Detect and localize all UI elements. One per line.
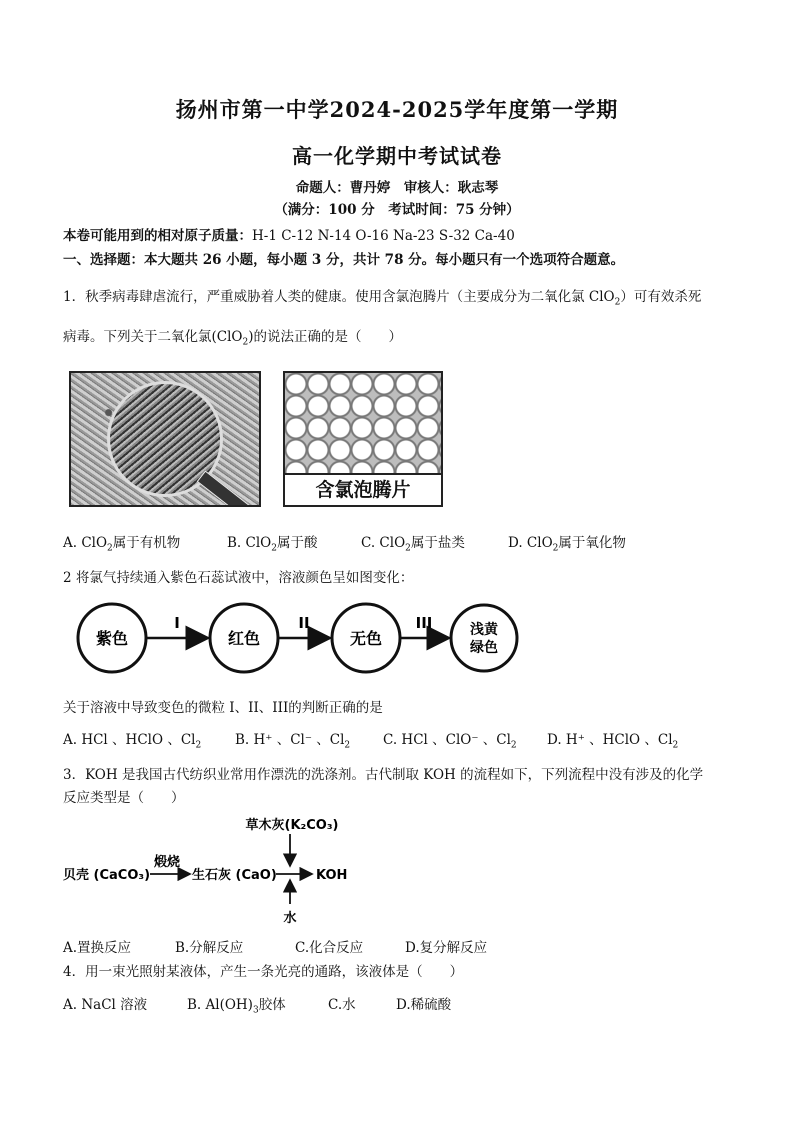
q4-option-a[interactable]: A. NaCl 溶液 xyxy=(63,997,148,1013)
step-2-label: II xyxy=(298,614,310,632)
q1-line1-text: 1．秋季病毒肆虐流行，严重威胁着人类的健康。使用含氯泡腾片（主要成分为二氧化氯 ClO xyxy=(63,289,615,305)
q3-option-c[interactable]: C.化合反应 xyxy=(295,940,364,956)
effervescent-tablet-image xyxy=(283,371,443,507)
node-yellowgreen-label-1: 浅黄 xyxy=(470,622,498,638)
flow-top-label: 草木灰(K₂CO₃) xyxy=(245,818,339,833)
q2-option-c[interactable]: C. HCl 、ClO⁻ 、$Cl_2$ xyxy=(383,732,517,751)
q4-option-d[interactable]: D.稀硫酸 xyxy=(396,997,452,1013)
page-title: 扬州市第一中学2024-2025学年度第一学期 xyxy=(175,97,619,122)
q1-option-d[interactable]: D. ClO$_2$属于氧化物 xyxy=(508,535,626,554)
q3-option-d[interactable]: D.复分解反应 xyxy=(405,940,488,956)
q2-question: 关于溶液中导致变色的微粒 I、II、III的判断正确的是 xyxy=(63,700,383,716)
section-heading: 一、选择题：本大题共 26 小题，每小题 3 分，共计 78 分。每小题只有一个选项符合题意。 xyxy=(63,252,625,268)
q4-stem: 4．用一束光照射某液体，产生一条光亮的通路，该液体是（ ） xyxy=(63,964,464,980)
q2-stem: 2 将氯气持续通入紫色石蕊试液中，溶液颜色呈如图变化： xyxy=(63,570,414,586)
flow-arrow-label: 煅烧 xyxy=(153,855,181,870)
authors: 命题人：曹丹婷 审核人：耿志琴 xyxy=(295,180,499,196)
q1-line2-text: 病毒。下列关于二氧化氯(ClO xyxy=(63,329,243,345)
q3-option-b[interactable]: B.分解反应 xyxy=(175,940,244,956)
node-colorless-label: 无色 xyxy=(349,629,383,648)
q2-option-a[interactable]: A. HCl 、HClO 、$Cl_2$ xyxy=(63,732,202,751)
q3-stem-line1: 3．KOH 是我国古代纺织业常用作漂洗的洗涤剂。古代制取 KOH 的流程如下，下列流程中没有涉及的化学 xyxy=(63,767,704,783)
q3-stem-line2: 反应类型是（ ） xyxy=(63,790,185,806)
magnifier-handle xyxy=(197,470,251,507)
flow-bottom-label: 水 xyxy=(283,911,297,926)
q1-option-a[interactable]: A. ClO$_2$属于有机物 xyxy=(63,535,181,554)
node-yellowgreen xyxy=(451,605,517,671)
step-1-label: I xyxy=(174,614,180,632)
flow-product-label: KOH xyxy=(316,868,348,883)
node-yellowgreen-label-2: 绿色 xyxy=(470,640,498,656)
q4-options xyxy=(63,993,451,1016)
q1-line2-sub: 2 xyxy=(242,337,249,348)
node-red-label: 红色 xyxy=(227,629,261,648)
tablet-caption: 含氯泡腾片 xyxy=(285,473,441,505)
q2-options xyxy=(63,728,678,751)
q3-option-a[interactable]: A.置换反应 xyxy=(63,940,132,956)
q1-stem-line1 xyxy=(63,285,701,308)
color-change-diagram xyxy=(60,596,520,682)
q1-option-c[interactable]: C. ClO$_2$属于盐类 xyxy=(361,535,465,554)
step-3-label: III xyxy=(415,614,433,632)
q1-options xyxy=(63,531,626,554)
q3-options xyxy=(63,936,487,956)
flow-middle-label: 生石灰 (CaO) xyxy=(192,868,277,883)
q1-option-b[interactable]: B. ClO$_2$属于酸 xyxy=(227,535,318,554)
koh-flow-diagram xyxy=(60,812,400,932)
page-subtitle: 高一化学期中考试试卷 xyxy=(292,144,502,168)
q1-line2-end: )的说法正确的是（ ） xyxy=(248,329,402,345)
exam-info: （满分：100 分 考试时间：75 分钟） xyxy=(274,202,520,218)
q1-stem-line2 xyxy=(63,325,402,348)
q2-option-b[interactable]: B. H⁺ 、Cl⁻ 、$Cl_2$ xyxy=(235,732,351,751)
q4-option-b[interactable]: B. $Al(OH)_3$胶体 xyxy=(187,997,286,1016)
atomic-mass-line xyxy=(63,224,515,244)
virus-magnifier-image xyxy=(69,371,261,507)
q2-option-d[interactable]: D. H⁺ 、HClO 、$Cl_2$ xyxy=(547,732,679,751)
atomic-mass-values: H-1 C-12 N-14 O-16 Na-23 S-32 Ca-40 xyxy=(252,228,515,244)
atomic-mass-label: 本卷可能用到的相对原子质量： xyxy=(63,228,252,244)
node-purple-label: 紫色 xyxy=(95,629,129,648)
q1-line1-end: ）可有效杀死 xyxy=(620,289,702,305)
q4-option-c[interactable]: C.水 xyxy=(328,997,356,1013)
q1-line1-sub: 2 xyxy=(614,297,621,308)
flow-start-label: 贝壳 (CaCO₃) xyxy=(63,868,151,883)
